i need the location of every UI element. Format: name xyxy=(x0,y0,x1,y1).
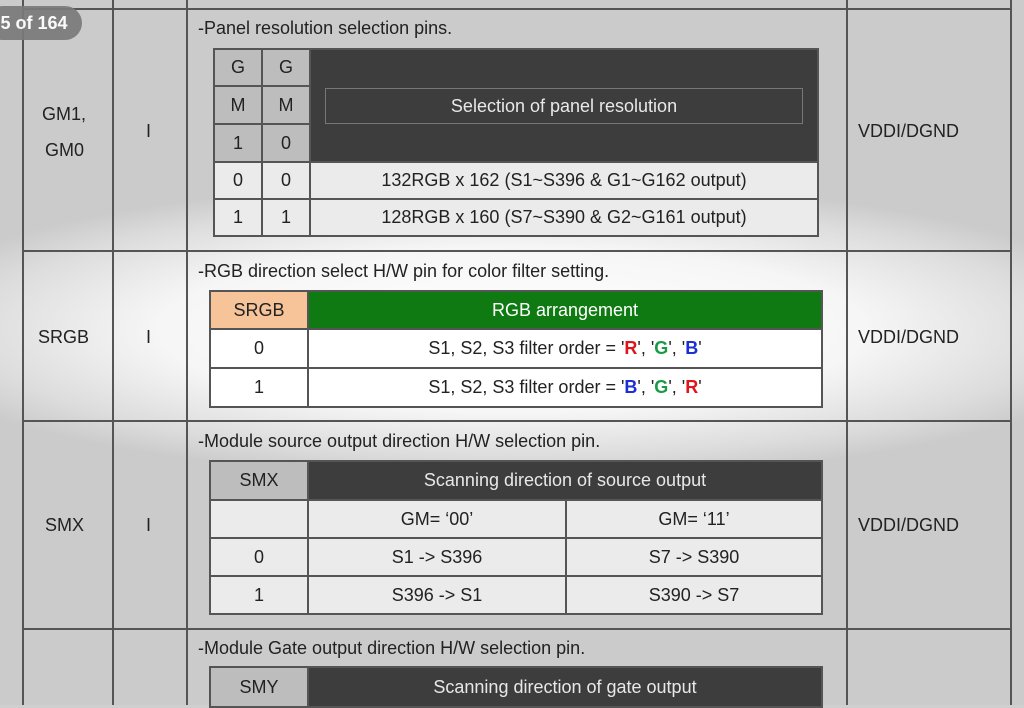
table-row xyxy=(210,329,822,368)
table-cell: S1 -> S396 xyxy=(308,538,566,576)
pin-name-smx: SMX xyxy=(45,515,85,535)
pin-name-gm1: GM1, xyxy=(42,104,87,124)
table-cell xyxy=(210,500,308,538)
header-cell: G xyxy=(214,49,262,86)
table-border-right xyxy=(1010,0,1012,705)
separator: ', ' xyxy=(668,377,686,397)
color-r: R xyxy=(685,377,699,397)
table-cell xyxy=(308,368,822,407)
pin-power: VDDI/DGND xyxy=(858,121,960,141)
table-cell: GM= ‘11’ xyxy=(566,500,822,538)
color-b: B xyxy=(624,377,638,397)
header-cell: M xyxy=(262,86,310,124)
table-row xyxy=(214,162,818,199)
quote: ' xyxy=(698,377,702,397)
table-row xyxy=(210,368,822,407)
color-r: R xyxy=(624,338,638,358)
header-cell: M xyxy=(214,86,262,124)
rgb-arrangement-table xyxy=(209,290,823,408)
table-border xyxy=(846,0,848,705)
separator: ', ' xyxy=(637,377,655,397)
pin-description: -Panel resolution selection pins. xyxy=(198,18,453,38)
table-row xyxy=(214,199,818,236)
header-cell: RGB arrangement xyxy=(308,291,822,329)
table-cell: 1 xyxy=(210,368,308,407)
header-cell: G xyxy=(262,49,310,86)
table-cell: 132RGB x 162 (S1~S396 & G1~G162 output) xyxy=(310,162,818,199)
source-direction-table xyxy=(209,460,823,615)
table-cell: 0 xyxy=(214,162,262,199)
filter-order-label: S1, S2, S3 filter order = xyxy=(428,338,621,358)
table-cell: 1 xyxy=(214,199,262,236)
table-row-border xyxy=(22,250,1012,252)
table-cell: 0 xyxy=(210,329,308,368)
table-cell: 1 xyxy=(210,576,308,614)
pin-power: VDDI/DGND xyxy=(858,327,960,347)
header-cell: SMY xyxy=(210,667,308,707)
pin-name-srgb: SRGB xyxy=(38,327,90,347)
pin-description: -RGB direction select H/W pin for color filter setting. xyxy=(198,261,610,281)
table-cell xyxy=(308,329,822,368)
table-cell: 0 xyxy=(262,162,310,199)
pin-io: I xyxy=(146,121,152,141)
header-cell: Scanning direction of gate output xyxy=(308,667,822,707)
table-border xyxy=(186,0,188,705)
color-b: B xyxy=(685,338,699,358)
separator: ', ' xyxy=(668,338,686,358)
pin-io: I xyxy=(146,327,152,347)
table-cell: GM= ‘00’ xyxy=(308,500,566,538)
header-cell: SMX xyxy=(210,461,308,500)
table-row-border xyxy=(22,8,1012,10)
separator: ', ' xyxy=(637,338,655,358)
pin-description: -Module Gate output direction H/W selection pin. xyxy=(198,638,586,658)
color-g: G xyxy=(654,377,669,397)
gate-direction-table xyxy=(209,666,823,708)
table-row xyxy=(210,576,822,614)
table-cell: 1 xyxy=(262,199,310,236)
header-cell: SRGB xyxy=(210,291,308,329)
header-title: Selection of panel resolution xyxy=(325,88,803,124)
table-cell: S396 -> S1 xyxy=(308,576,566,614)
table-row xyxy=(210,538,822,576)
resolution-table xyxy=(213,48,819,237)
filter-order-label: S1, S2, S3 filter order = xyxy=(428,377,621,397)
table-cell: S390 -> S7 xyxy=(566,576,822,614)
table-row xyxy=(210,500,822,538)
pin-power: VDDI/DGND xyxy=(858,515,960,535)
table-cell: S7 -> S390 xyxy=(566,538,822,576)
quote: ' xyxy=(698,338,702,358)
table-border xyxy=(112,0,114,705)
table-row-border xyxy=(22,420,1012,422)
quote: ' xyxy=(620,377,625,397)
quote: ' xyxy=(620,338,625,358)
pin-description: -Module source output direction H/W selection pin. xyxy=(198,431,601,451)
page-counter-badge: 5 of 164 xyxy=(0,6,82,40)
table-border-left xyxy=(22,0,24,705)
pin-io: I xyxy=(146,515,152,535)
header-cell xyxy=(310,49,818,162)
pin-name-gm0: GM0 xyxy=(45,140,85,160)
header-cell: 1 xyxy=(214,124,262,162)
header-cell: 0 xyxy=(262,124,310,162)
color-g: G xyxy=(654,338,669,358)
table-row-border xyxy=(22,628,1012,630)
table-cell: 0 xyxy=(210,538,308,576)
header-cell: Scanning direction of source output xyxy=(308,461,822,500)
table-cell: 128RGB x 160 (S7~S390 & G2~G161 output) xyxy=(310,199,818,236)
